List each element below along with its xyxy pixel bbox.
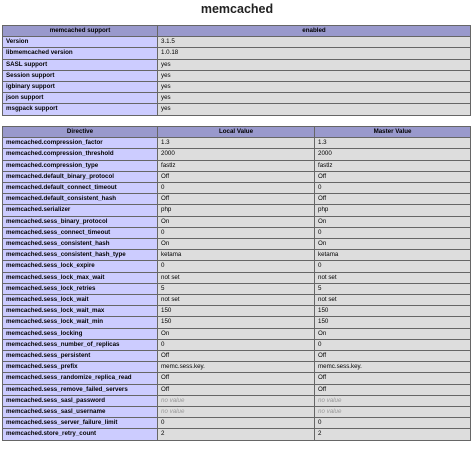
- directives-header-local: Local Value: [158, 127, 315, 138]
- directive-master-value: 0: [315, 418, 471, 429]
- directive-name: memcached.sess_persistent: [3, 351, 158, 362]
- directive-name: memcached.default_consistent_hash: [3, 194, 158, 205]
- directive-master-value: 0: [315, 183, 471, 194]
- directive-name: memcached.sess_lock_wait: [3, 295, 158, 306]
- directive-master-value: 2: [315, 429, 471, 440]
- support-table: [2, 25, 471, 116]
- directive-local-value: fastlz: [158, 160, 315, 171]
- directive-local-value: no value: [158, 407, 315, 418]
- table-row: [3, 227, 471, 238]
- table-row: [3, 395, 471, 406]
- directive-local-value: 2000: [158, 149, 315, 160]
- directive-name: memcached.compression_type: [3, 160, 158, 171]
- directive-master-value: Off: [315, 171, 471, 182]
- table-row: [3, 283, 471, 294]
- table-row: [3, 250, 471, 261]
- directive-name: memcached.default_connect_timeout: [3, 183, 158, 194]
- directive-name: memcached.sess_lock_max_wait: [3, 272, 158, 283]
- directive-local-value: 0: [158, 227, 315, 238]
- table-row: [3, 93, 471, 104]
- directive-local-value: 5: [158, 283, 315, 294]
- table-row: [3, 384, 471, 395]
- directive-master-value: On: [315, 328, 471, 339]
- support-feature-name: json support: [3, 93, 158, 104]
- table-row: [3, 407, 471, 418]
- support-header-row: [3, 26, 471, 37]
- table-row: [3, 351, 471, 362]
- directive-master-value: 0: [315, 227, 471, 238]
- support-feature-value: yes: [158, 59, 471, 70]
- directive-local-value: On: [158, 239, 315, 250]
- table-row: [3, 160, 471, 171]
- directive-master-value: Off: [315, 373, 471, 384]
- table-row: [3, 82, 471, 93]
- directive-master-value: 5: [315, 283, 471, 294]
- directive-local-value: Off: [158, 373, 315, 384]
- directives-table: [2, 126, 471, 441]
- table-row: [3, 295, 471, 306]
- table-row: [3, 272, 471, 283]
- directive-master-value: 150: [315, 317, 471, 328]
- directive-local-value: Off: [158, 194, 315, 205]
- directive-name: memcached.sess_binary_protocol: [3, 216, 158, 227]
- table-row: [3, 373, 471, 384]
- table-row: [3, 317, 471, 328]
- table-row: [3, 183, 471, 194]
- directive-local-value: not set: [158, 272, 315, 283]
- support-feature-name: Version: [3, 37, 158, 48]
- directive-local-value: 0: [158, 418, 315, 429]
- table-row: [3, 70, 471, 81]
- table-row: [3, 37, 471, 48]
- table-row: [3, 48, 471, 59]
- directive-name: memcached.sess_server_failure_limit: [3, 418, 158, 429]
- directive-name: memcached.sess_consistent_hash_type: [3, 250, 158, 261]
- directive-master-value: php: [315, 205, 471, 216]
- directive-local-value: 1.3: [158, 138, 315, 149]
- directive-local-value: memc.sess.key.: [158, 362, 315, 373]
- directives-header-directive: Directive: [3, 127, 158, 138]
- directive-local-value: php: [158, 205, 315, 216]
- directive-name: memcached.sess_consistent_hash: [3, 239, 158, 250]
- directive-name: memcached.sess_lock_expire: [3, 261, 158, 272]
- directive-local-value: 150: [158, 306, 315, 317]
- table-row: [3, 362, 471, 373]
- directive-master-value: fastlz: [315, 160, 471, 171]
- directive-name: memcached.store_retry_count: [3, 429, 158, 440]
- table-row: [3, 104, 471, 115]
- directive-master-value: Off: [315, 351, 471, 362]
- table-row: [3, 429, 471, 440]
- directive-master-value: 0: [315, 261, 471, 272]
- table-row: [3, 328, 471, 339]
- table-row: [3, 59, 471, 70]
- support-feature-value: 3.1.5: [158, 37, 471, 48]
- support-header-status: enabled: [158, 26, 471, 37]
- directive-master-value: Off: [315, 194, 471, 205]
- directive-name: memcached.sess_sasl_username: [3, 407, 158, 418]
- directive-master-value: Off: [315, 384, 471, 395]
- table-row: [3, 418, 471, 429]
- directive-master-value: 150: [315, 306, 471, 317]
- directive-name: memcached.serializer: [3, 205, 158, 216]
- directive-master-value: On: [315, 239, 471, 250]
- support-feature-name: igbinary support: [3, 82, 158, 93]
- support-feature-value: yes: [158, 104, 471, 115]
- directive-name: memcached.default_binary_protocol: [3, 171, 158, 182]
- support-feature-value: 1.0.18: [158, 48, 471, 59]
- directive-name: memcached.sess_locking: [3, 328, 158, 339]
- support-feature-name: msgpack support: [3, 104, 158, 115]
- table-row: [3, 194, 471, 205]
- directive-local-value: no value: [158, 395, 315, 406]
- support-header-feature: memcached support: [3, 26, 158, 37]
- directive-name: memcached.sess_lock_wait_max: [3, 306, 158, 317]
- directive-name: memcached.compression_threshold: [3, 149, 158, 160]
- table-row: [3, 205, 471, 216]
- directive-local-value: 0: [158, 183, 315, 194]
- directive-local-value: not set: [158, 295, 315, 306]
- table-row: [3, 306, 471, 317]
- directive-local-value: 0: [158, 339, 315, 350]
- directive-master-value: memc.sess.key.: [315, 362, 471, 373]
- support-feature-name: libmemcached version: [3, 48, 158, 59]
- directive-master-value: no value: [315, 407, 471, 418]
- directive-master-value: not set: [315, 272, 471, 283]
- directive-local-value: Off: [158, 171, 315, 182]
- table-row: [3, 239, 471, 250]
- directive-master-value: no value: [315, 395, 471, 406]
- directive-master-value: 1.3: [315, 138, 471, 149]
- directive-local-value: 0: [158, 261, 315, 272]
- directive-name: memcached.sess_prefix: [3, 362, 158, 373]
- support-feature-value: yes: [158, 70, 471, 81]
- directive-master-value: not set: [315, 295, 471, 306]
- directive-local-value: On: [158, 328, 315, 339]
- table-row: [3, 339, 471, 350]
- directive-local-value: 2: [158, 429, 315, 440]
- table-row: [3, 149, 471, 160]
- directive-local-value: Off: [158, 351, 315, 362]
- directive-name: memcached.sess_number_of_replicas: [3, 339, 158, 350]
- directive-local-value: ketama: [158, 250, 315, 261]
- table-row: [3, 261, 471, 272]
- support-feature-name: SASL support: [3, 59, 158, 70]
- directive-master-value: ketama: [315, 250, 471, 261]
- directive-master-value: 2000: [315, 149, 471, 160]
- directives-header-master: Master Value: [315, 127, 471, 138]
- directive-name: memcached.sess_connect_timeout: [3, 227, 158, 238]
- directive-name: memcached.sess_remove_failed_servers: [3, 384, 158, 395]
- support-feature-value: yes: [158, 93, 471, 104]
- directive-name: memcached.sess_lock_retries: [3, 283, 158, 294]
- directive-name: memcached.sess_lock_wait_min: [3, 317, 158, 328]
- support-feature-name: Session support: [3, 70, 158, 81]
- directives-header-row: [3, 127, 471, 138]
- table-row: [3, 171, 471, 182]
- directive-name: memcached.sess_randomize_replica_read: [3, 373, 158, 384]
- page-title: memcached: [200, 2, 274, 16]
- directive-master-value: On: [315, 216, 471, 227]
- directive-local-value: 150: [158, 317, 315, 328]
- directive-local-value: Off: [158, 384, 315, 395]
- support-feature-value: yes: [158, 82, 471, 93]
- directive-name: memcached.sess_sasl_password: [3, 395, 158, 406]
- directive-name: memcached.compression_factor: [3, 138, 158, 149]
- table-row: [3, 138, 471, 149]
- table-row: [3, 216, 471, 227]
- directive-master-value: 0: [315, 339, 471, 350]
- directive-local-value: On: [158, 216, 315, 227]
